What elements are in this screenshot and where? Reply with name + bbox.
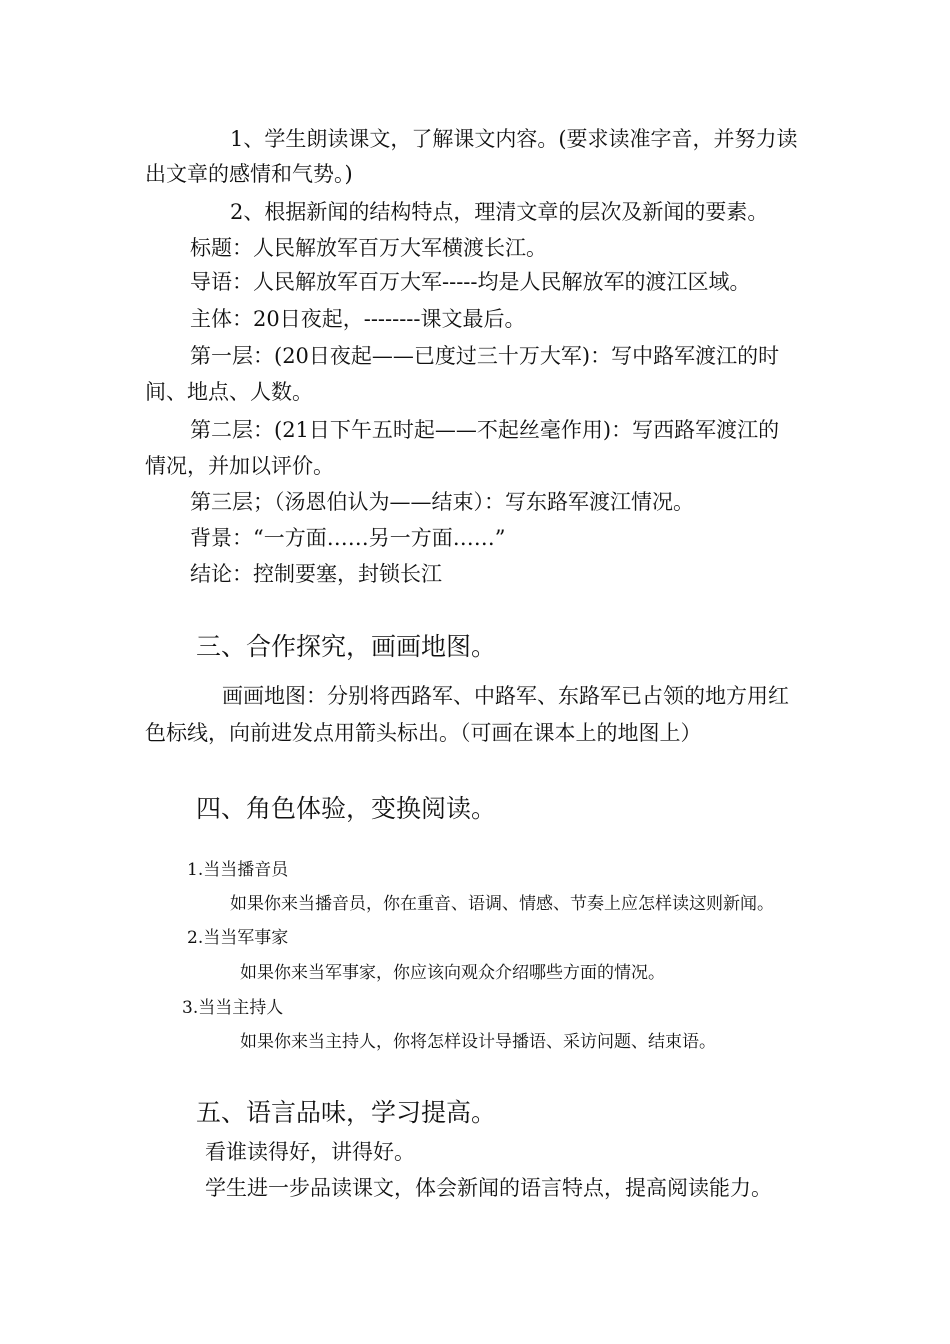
- news-title-line: 标题：人民解放军百万大军横渡长江。: [190, 236, 547, 260]
- role-item-title: 2.当当军事家: [187, 928, 289, 948]
- map-task-line-cont: 色标线，向前进发点用箭头标出。（可画在课本上的地图上）: [145, 721, 702, 745]
- role-item-title: 1.当当播音员: [187, 860, 289, 880]
- language-line: 看谁读得好，讲得好。: [205, 1140, 415, 1164]
- background-line: 背景：“一方面……另一方面……”: [190, 526, 506, 550]
- paragraph-structure: 2、根据新闻的结构特点，理清文章的层次及新闻的要素。: [230, 200, 769, 224]
- role-item-title: 3.当当主持人: [182, 998, 284, 1018]
- role-item-desc: 如果你来当主持人，你将怎样设计导播语、采访问题、结束语。: [240, 1032, 716, 1052]
- news-body-line: 主体：20日夜起，--------课文最后。: [190, 307, 526, 331]
- layer-two-line: 第二层：(21日下午五时起——不起丝毫作用)：写西路军渡江的: [190, 418, 780, 442]
- paragraph-read-text-cont: 出文章的感情和气势。): [145, 162, 353, 186]
- conclusion-line: 结论：控制要塞，封锁长江: [190, 562, 442, 586]
- news-lead-line: 导语：人民解放军百万大军-----均是人民解放军的渡江区域。: [190, 270, 751, 294]
- map-task-line: 画画地图：分别将西路军、中路军、东路军已占领的地方用红: [222, 684, 789, 708]
- section-four-heading: 四、角色体验，变换阅读。: [196, 794, 497, 823]
- role-item-desc: 如果你来当军事家，你应该向观众介绍哪些方面的情况。: [240, 963, 665, 983]
- role-item-desc: 如果你来当播音员，你在重音、语调、情感、节奏上应怎样读这则新闻。: [230, 894, 774, 914]
- section-three-heading: 三、合作探究，画画地图。: [196, 632, 497, 661]
- layer-two-line-cont: 情况，并加以评价。: [145, 454, 334, 478]
- language-line-cont: 学生进一步品读课文，体会新闻的语言特点，提高阅读能力。: [205, 1176, 772, 1200]
- layer-three-line: 第三层；（汤恩伯认为——结束）：写东路军渡江情况。: [190, 490, 694, 514]
- paragraph-read-text: 1、学生朗读课文，了解课文内容。(要求读准字音，并努力读: [230, 127, 798, 151]
- layer-one-line-cont: 间、地点、人数。: [145, 380, 313, 404]
- section-five-heading: 五、语言品味，学习提高。: [196, 1098, 497, 1127]
- layer-one-line: 第一层：(20日夜起——已度过三十万大军)：写中路军渡江的时: [190, 344, 780, 368]
